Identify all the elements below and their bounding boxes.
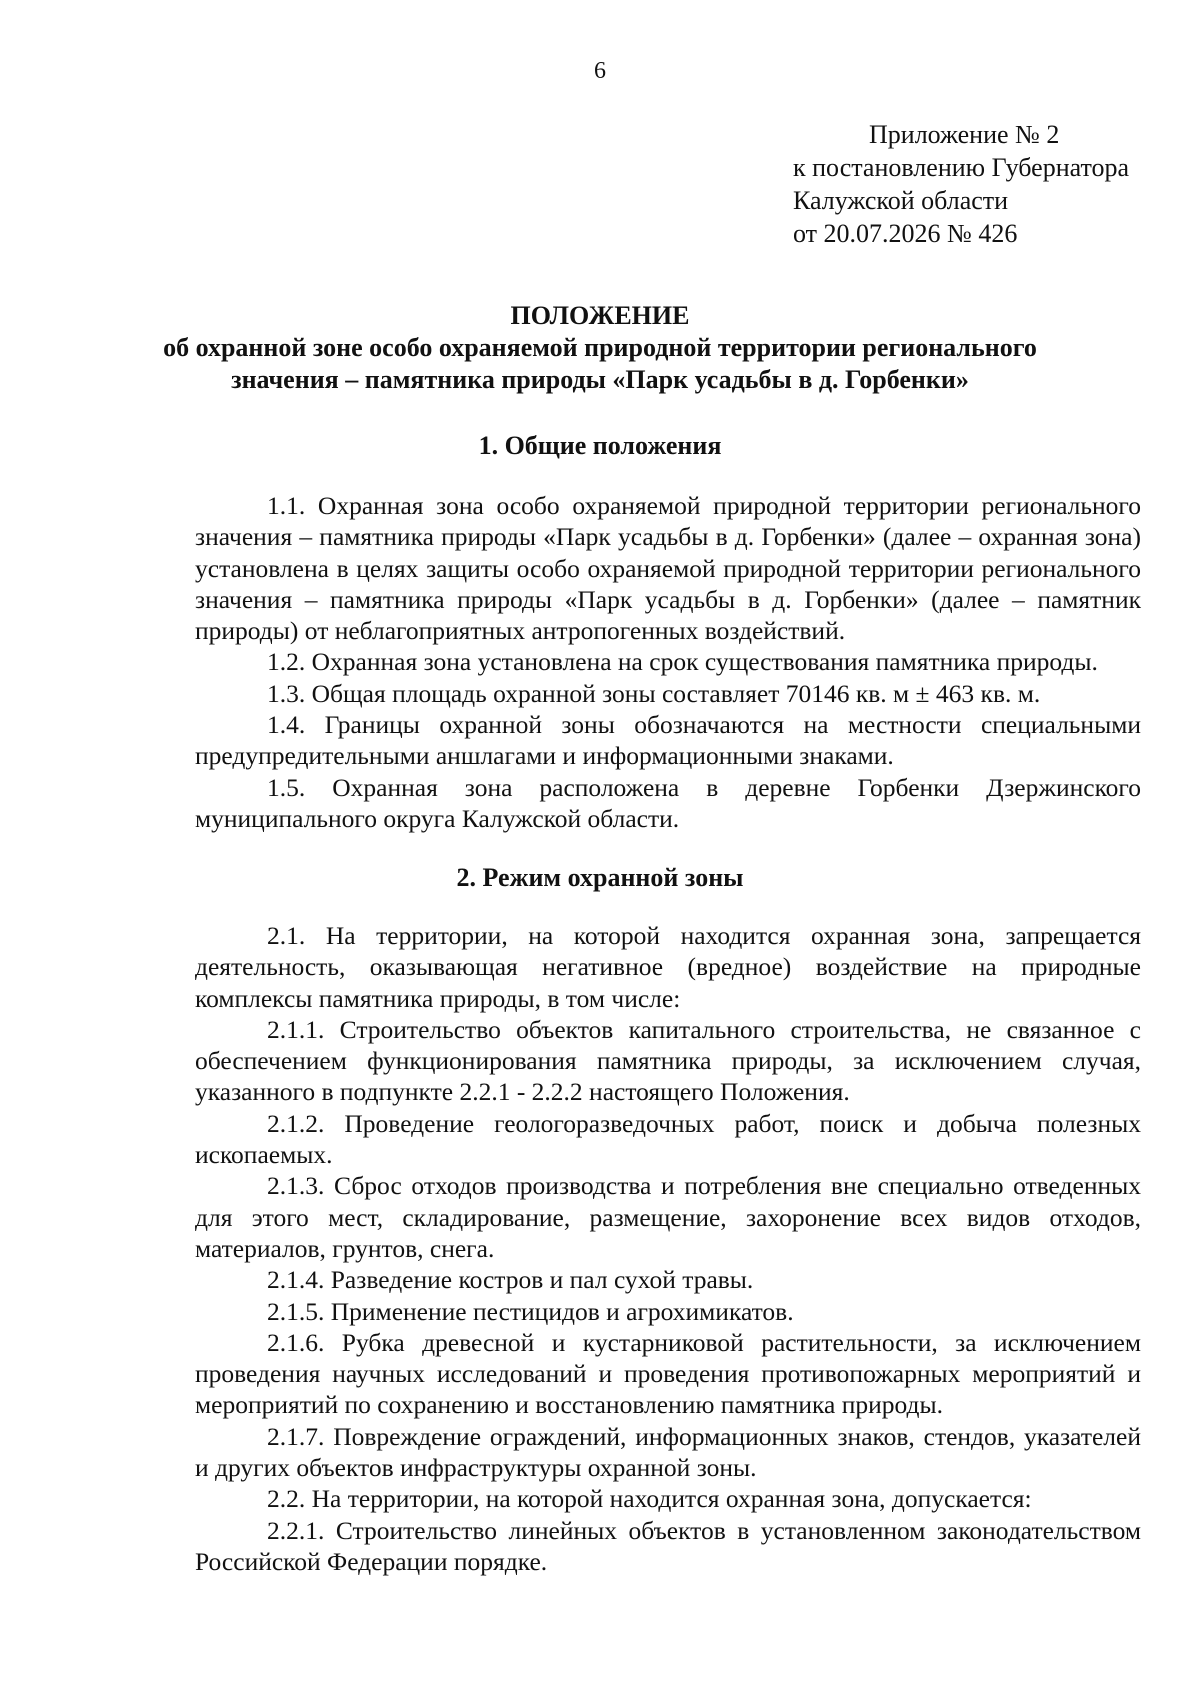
- section-1-body: [195, 490, 1141, 834]
- appendix-line-1: Приложение № 2: [869, 120, 1060, 149]
- paragraph-2-1-7: 2.1.7. Повреждение ограждений, информационных знаков, стендов, указателей и других объектов инфраструктуры охранной зоны.: [195, 1421, 1141, 1483]
- section-1-heading: 1. Общие положения: [478, 431, 722, 460]
- section-2-heading: 2. Режим охранной зоны: [456, 863, 744, 892]
- paragraph-2-1-5: 2.1.5. Применение пестицидов и агрохимикатов.: [267, 1296, 794, 1326]
- paragraph-2-1-6: 2.1.6. Рубка древесной и кустарниковой растительности, за исключением проведения научных исследований и проведения противопожарных мероприятий и мероприятий по сохранению и восстановлению памятника природы.: [195, 1327, 1141, 1420]
- paragraph-2-1-2: 2.1.2. Проведение геологоразведочных работ, поиск и добыча полезных ископаемых.: [195, 1108, 1141, 1170]
- paragraph-2-1-1: 2.1.1. Строительство объектов капитального строительства, не связанное с обеспечением функционирования памятника природы, за исключением случая, указанного в подпункте 2.2.1 - 2.2.2 настоящего Положения.: [195, 1014, 1141, 1107]
- paragraph-1-2: 1.2. Охранная зона установлена на срок существования памятника природы.: [267, 647, 1098, 677]
- document-title: [150, 300, 1050, 396]
- paragraph-2-2-1: 2.2.1. Строительство линейных объектов в установленном законодательством Российской Федерации порядке.: [195, 1515, 1141, 1576]
- paragraph-1-1: 1.1. Охранная зона особо охраняемой природной территории регионального значения – памятника природы «Парк усадьбы в д. Горбенки» (далее – охранная зона) установлена в целях защиты особо охраняемой природной территории регионального значения – памятника природы «Парк усадьбы в д. Горбенки» (далее – памятник природы) от неблагоприятных антропогенных воздействий.: [195, 491, 1141, 646]
- paragraph-1-4: 1.4. Границы охранной зоны обозначаются на местности специальными предупредительными аншлагами и информационными знаками.: [195, 710, 1141, 771]
- page-number: 6: [594, 58, 606, 84]
- title-subtitle-line-1: об охранной зоне особо охраняемой природной территории регионального: [163, 333, 1037, 362]
- paragraph-2-1-3: 2.1.3. Сброс отходов производства и потребления вне специально отведенных для этого мест, складирование, размещение, захоронение всех видов отходов, материалов, грунтов, снега.: [195, 1171, 1141, 1263]
- appendix-block: [793, 118, 1129, 250]
- appendix-line-2: к постановлению Губернатора: [793, 153, 1130, 182]
- paragraph-2-1: 2.1. На территории, на которой находится охранная зона, запрещается деятельность, оказывающая негативное (вредное) воздействие на природные комплексы памятника природы, в том числе:: [195, 921, 1141, 1013]
- paragraph-2-1-4: 2.1.4. Разведение костров и пал сухой травы.: [267, 1265, 754, 1295]
- appendix-line-4: от 20.07.2026 № 426: [793, 219, 1018, 248]
- appendix-line-3: Калужской области: [793, 186, 1009, 215]
- section-2-body: [195, 920, 1141, 1577]
- title-heading: ПОЛОЖЕНИЕ: [510, 301, 690, 330]
- paragraph-1-5: 1.5. Охранная зона расположена в деревне Горбенки Дзержинского муниципального округа Калужской области.: [195, 772, 1141, 833]
- paragraph-2-2: 2.2. На территории, на которой находится охранная зона, допускается:: [267, 1484, 1032, 1514]
- title-subtitle-line-2: значения – памятника природы «Парк усадьбы в д. Горбенки»: [231, 365, 969, 394]
- paragraph-1-3: 1.3. Общая площадь охранной зоны составляет 70146 кв. м ± 463 кв. м.: [267, 678, 1041, 708]
